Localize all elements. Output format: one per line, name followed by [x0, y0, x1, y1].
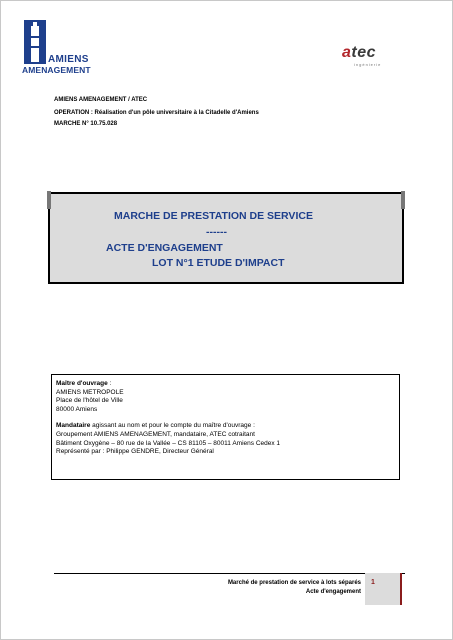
owner-heading: [56, 380, 395, 389]
amiens-logo-line1: AMIENS: [48, 54, 89, 65]
agent-heading: [56, 422, 395, 431]
footer-rule: [54, 573, 405, 574]
title-line1: MARCHE DE PRESTATION DE SERVICE: [114, 210, 313, 222]
header-line-contract-number: MARCHE N° 10.75.028: [54, 121, 118, 127]
document-header: [54, 96, 259, 131]
atec-logo-a: a: [342, 44, 352, 61]
title-line4: LOT N°1 ETUDE D'IMPACT: [152, 257, 285, 269]
atec-logo-rest: tec: [351, 44, 377, 61]
agent-label: Mandataire: [56, 422, 91, 430]
agent-address: Bâtiment Oxygène – 80 rue de la Vallée – CS 81105 – 80011 Amiens Cedex 1: [56, 439, 281, 447]
footer-text: [228, 579, 361, 597]
title-line3: ACTE D'ENGAGEMENT: [106, 242, 223, 254]
agent-suffix: agissant au nom et pour le compte du maître d'ouvrage :: [90, 422, 255, 430]
header-line-companies: AMIENS AMENAGEMENT / ATEC: [54, 97, 148, 103]
owner-suffix: :: [107, 380, 112, 387]
agent-group: Groupement AMIENS AMENAGEMENT, mandataire, ATEC cotraitant: [56, 430, 255, 438]
amiens-logo-line2: AMENAGEMENT: [22, 65, 91, 75]
header-line-operation: OPERATION : Réalisation d'un pôle universitaire à la Citadelle d'Amiens: [54, 110, 259, 116]
owner-address-line2: 80000 Amiens: [56, 405, 98, 413]
owner-address-line1: Place de l'hôtel de Ville: [56, 397, 123, 405]
footer-line1: Marché de prestation de service à lots séparés: [227, 580, 361, 586]
atec-logo: [338, 44, 404, 74]
atec-logo-tagline: ingénierie: [354, 62, 382, 67]
title-box: [48, 192, 404, 284]
page-number: 1: [371, 579, 375, 586]
atec-logo-wordmark: [342, 44, 376, 62]
page-number-box: [365, 573, 402, 605]
title-separator: ------: [206, 226, 227, 238]
owner-name: AMIENS METROPOLE: [56, 388, 124, 396]
agent-representative: Représenté par : Philippe GENDRE, Directeur Général: [56, 448, 214, 456]
amiens-amenagement-logo: [22, 18, 102, 76]
parties-box: [51, 374, 400, 480]
owner-label: Maître d'ouvrage: [56, 380, 108, 387]
footer-line2: Acte d'engagement: [305, 589, 361, 595]
